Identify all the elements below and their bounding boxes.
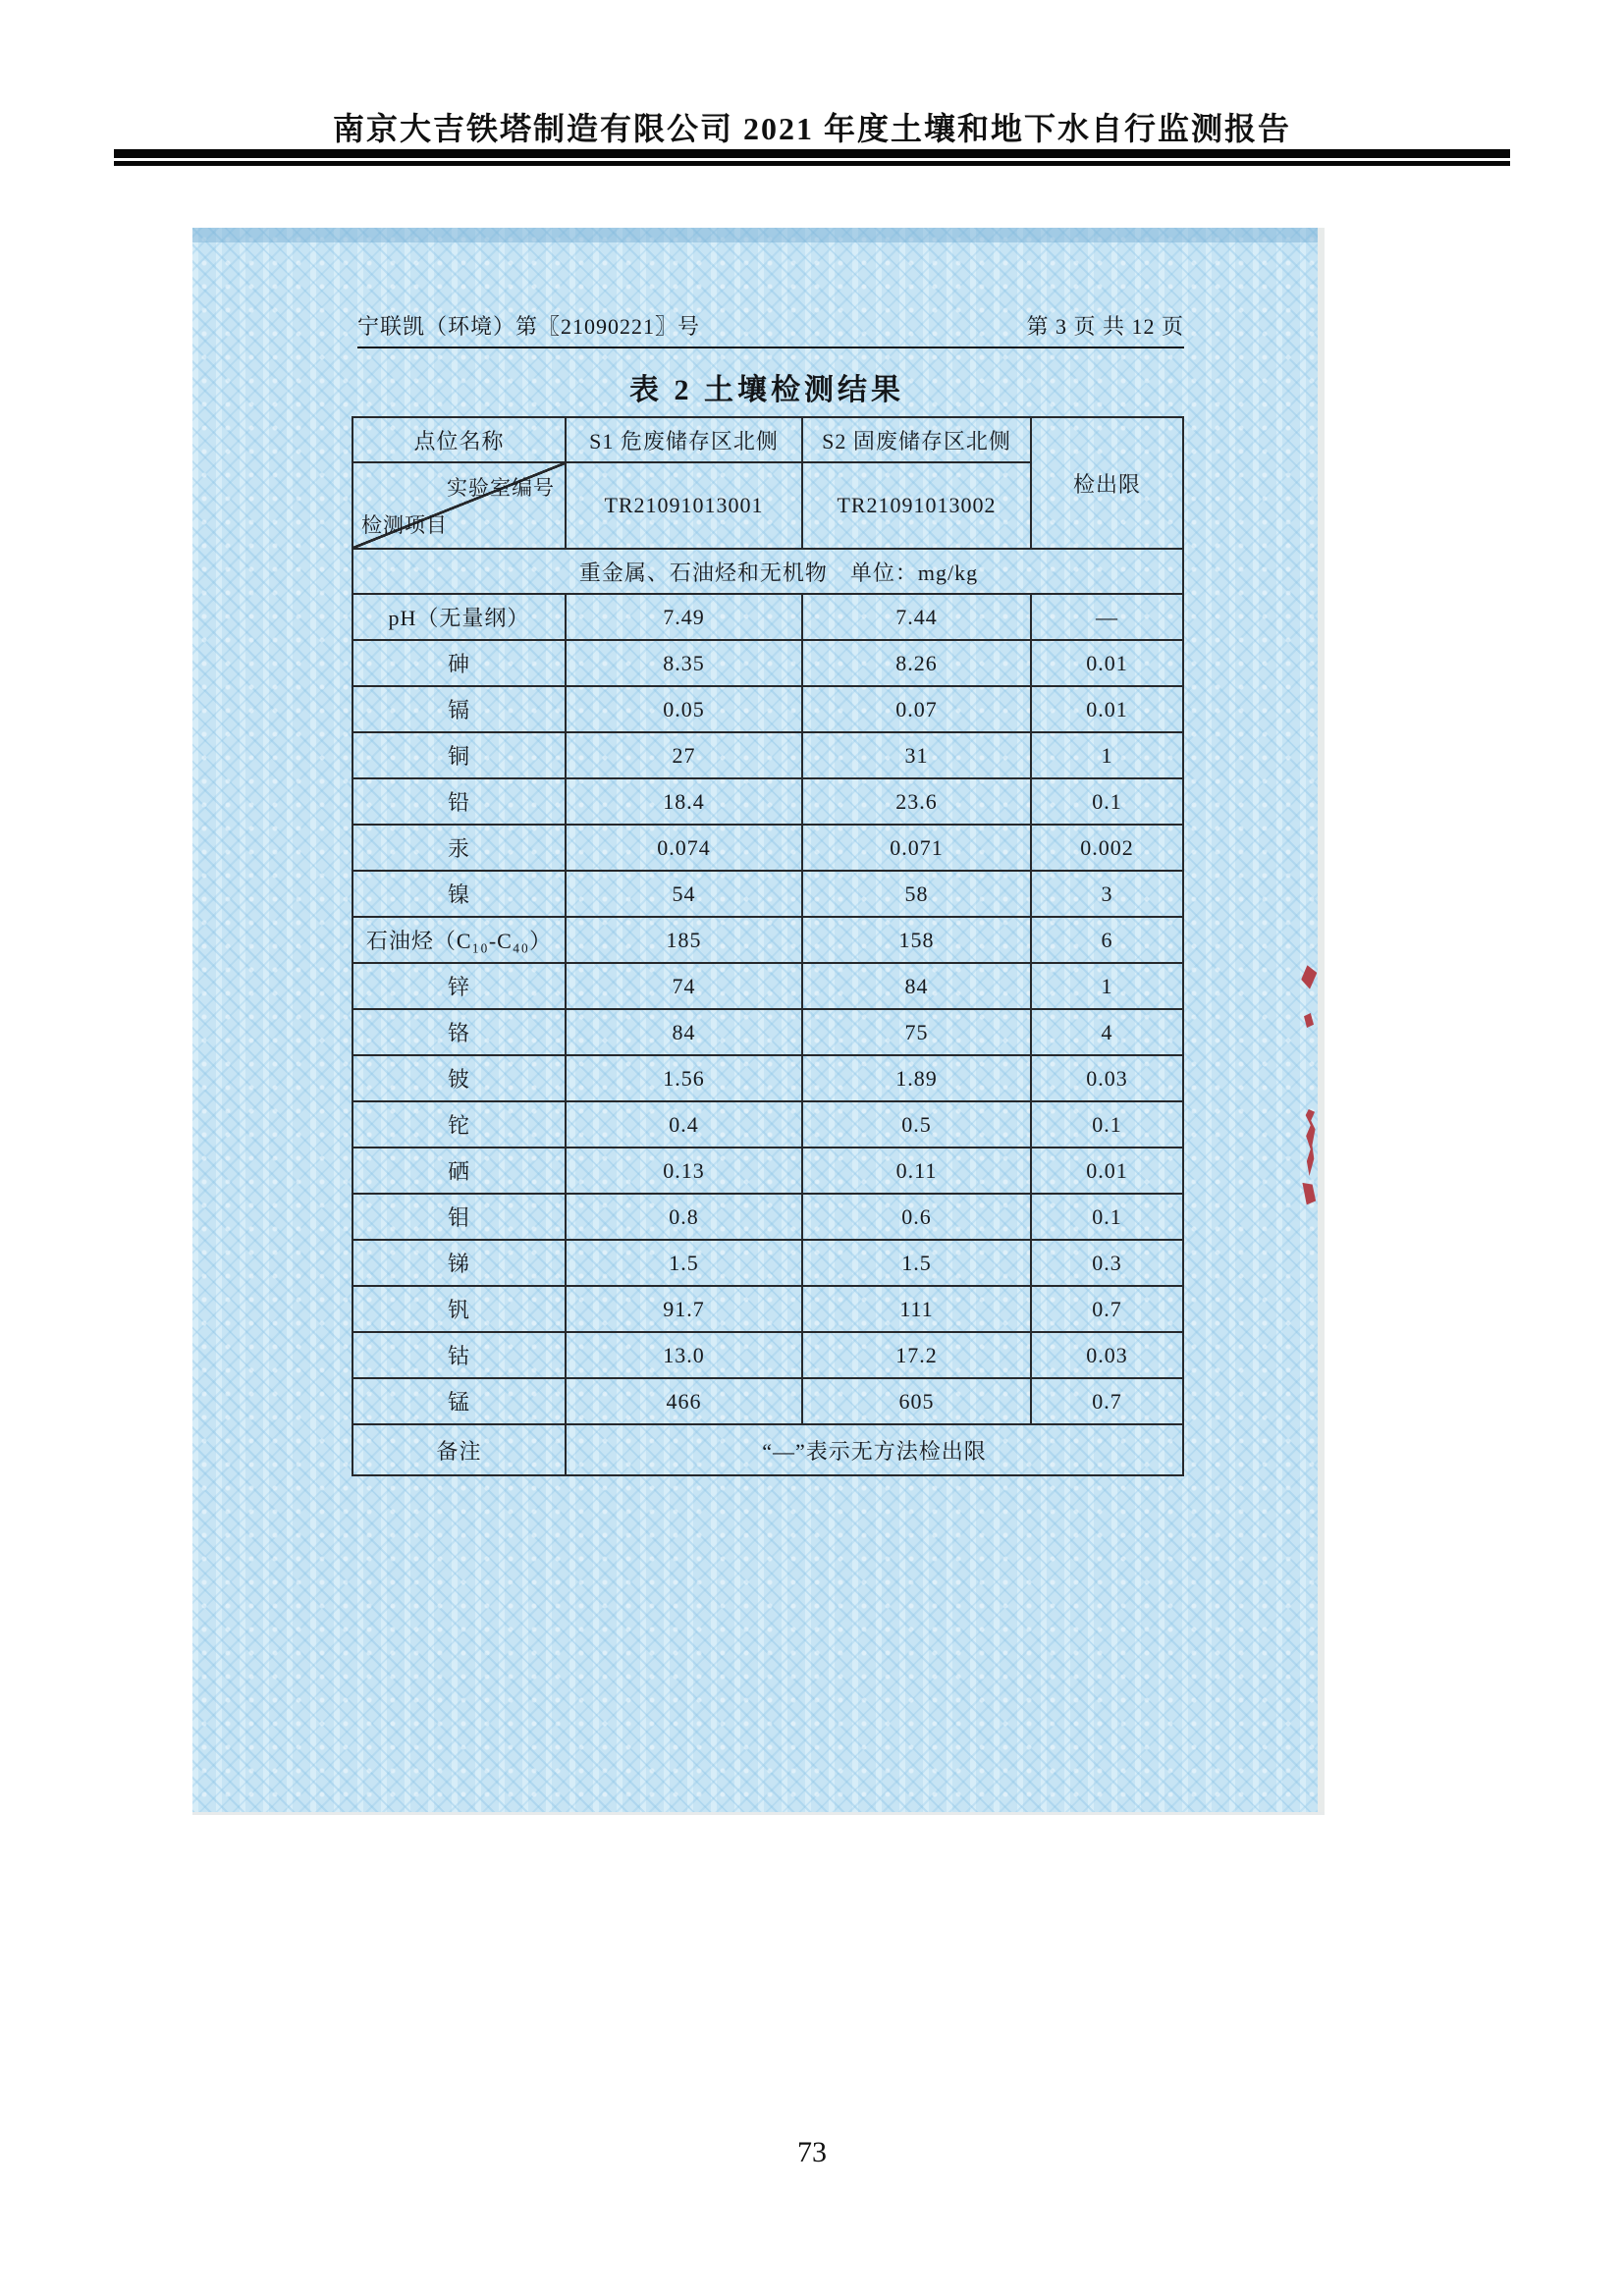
s2-value-cell: 1.89 [802, 1055, 1031, 1101]
table-row [352, 686, 1183, 732]
limit-cell: 0.3 [1031, 1240, 1183, 1286]
item-cell: 石油烃（C₁₀-C₄₀） [352, 917, 566, 963]
s1-value-cell: 91.7 [566, 1286, 802, 1332]
lab-number-label: 实验室编号 [447, 476, 555, 500]
item-cell: 铬 [352, 1009, 566, 1055]
red-stamp-fragment [1304, 1109, 1316, 1176]
s2-value-cell: 0.11 [802, 1148, 1031, 1194]
item-cell: 铅 [352, 778, 566, 825]
s2-value-cell: 0.5 [802, 1101, 1031, 1148]
limit-cell: 0.002 [1031, 825, 1183, 871]
limit-cell: 0.01 [1031, 686, 1183, 732]
s1-value-cell: 0.8 [566, 1194, 802, 1240]
red-stamp-fragment [1304, 1013, 1314, 1028]
header-rule [114, 149, 1510, 166]
scan-edge-shadow [192, 228, 1318, 242]
s2-value-cell: 0.071 [802, 825, 1031, 871]
s1-value-cell: 54 [566, 871, 802, 917]
s1-value-cell: 84 [566, 1009, 802, 1055]
header-rule-thin [114, 161, 1510, 166]
s1-value-cell: 0.13 [566, 1148, 802, 1194]
table-row [352, 917, 1183, 963]
s1-value-cell: 466 [566, 1378, 802, 1424]
table-row [352, 1148, 1183, 1194]
page-indicator: 第 3 页 共 12 页 [1026, 314, 1184, 339]
item-cell: 铍 [352, 1055, 566, 1101]
limit-cell: 0.1 [1031, 1101, 1183, 1148]
s2-value-cell: 84 [802, 963, 1031, 1009]
item-cell: 锌 [352, 963, 566, 1009]
item-cell: pH（无量纲） [352, 594, 566, 640]
table-row [352, 1101, 1183, 1148]
s2-value-cell: 8.26 [802, 640, 1031, 686]
table-header-row [352, 417, 1183, 462]
limit-cell: 0.03 [1031, 1332, 1183, 1378]
limit-cell: 6 [1031, 917, 1183, 963]
s2-value-cell: 23.6 [802, 778, 1031, 825]
s1-value-cell: 74 [566, 963, 802, 1009]
s2-value-cell: 1.5 [802, 1240, 1031, 1286]
s2-code-cell: TR21091013002 [802, 462, 1031, 549]
limit-cell: 0.03 [1031, 1055, 1183, 1101]
table-row [352, 640, 1183, 686]
item-cell: 钼 [352, 1194, 566, 1240]
limit-cell: — [1031, 594, 1183, 640]
s1-value-cell: 18.4 [566, 778, 802, 825]
detection-limit-header: 检出限 [1031, 417, 1183, 549]
limit-cell: 0.1 [1031, 1194, 1183, 1240]
s2-value-cell: 0.07 [802, 686, 1031, 732]
table-row [352, 1286, 1183, 1332]
doc-ref-number: 宁联凯（环境）第〖21090221〗号 [357, 314, 701, 339]
s1-value-cell: 8.35 [566, 640, 802, 686]
s1-value-cell: 0.05 [566, 686, 802, 732]
s1-value-cell: 185 [566, 917, 802, 963]
s2-value-cell: 0.6 [802, 1194, 1031, 1240]
red-stamp-fragment [1301, 1181, 1316, 1204]
item-cell: 锑 [352, 1240, 566, 1286]
item-cell: 铜 [352, 732, 566, 778]
limit-cell: 4 [1031, 1009, 1183, 1055]
limit-cell: 3 [1031, 871, 1183, 917]
table-row [352, 963, 1183, 1009]
item-cell: 锰 [352, 1378, 566, 1424]
limit-cell: 0.1 [1031, 778, 1183, 825]
page-number: 73 [797, 2136, 827, 2168]
remark-row [352, 1424, 1183, 1475]
table-row [352, 594, 1183, 640]
item-cell: 镉 [352, 686, 566, 732]
s2-value-cell: 7.44 [802, 594, 1031, 640]
document-reference-row [357, 310, 1184, 348]
limit-cell: 0.01 [1031, 1148, 1183, 1194]
limit-cell: 0.01 [1031, 640, 1183, 686]
table-row [352, 1378, 1183, 1424]
table-row [352, 1240, 1183, 1286]
table-row [352, 1332, 1183, 1378]
limit-cell: 0.7 [1031, 1286, 1183, 1332]
table-row [352, 732, 1183, 778]
s2-value-cell: 75 [802, 1009, 1031, 1055]
table-row [352, 1194, 1183, 1240]
header-rule-thick [114, 149, 1510, 158]
s2-value-cell: 605 [802, 1378, 1031, 1424]
item-cell: 钴 [352, 1332, 566, 1378]
s1-value-cell: 7.49 [566, 594, 802, 640]
table-row [352, 778, 1183, 825]
item-cell: 镍 [352, 871, 566, 917]
table-row [352, 871, 1183, 917]
table-row [352, 1055, 1183, 1101]
s1-code-cell: TR21091013001 [566, 462, 802, 549]
table-row [352, 1009, 1183, 1055]
limit-cell: 1 [1031, 963, 1183, 1009]
remark-label: 备注 [352, 1424, 566, 1475]
page-title: 南京大吉铁塔制造有限公司 2021 年度土壤和地下水自行监测报告 [332, 111, 1291, 146]
item-cell: 铊 [352, 1101, 566, 1148]
table-row [352, 825, 1183, 871]
limit-cell: 1 [1031, 732, 1183, 778]
item-cell: 汞 [352, 825, 566, 871]
s1-value-cell: 27 [566, 732, 802, 778]
s2-value-cell: 158 [802, 917, 1031, 963]
limit-cell: 0.7 [1031, 1378, 1183, 1424]
s1-value-cell: 0.074 [566, 825, 802, 871]
point-name-header: 点位名称 [352, 417, 566, 462]
section-row [352, 549, 1183, 594]
remark-text: “—”表示无方法检出限 [566, 1424, 1183, 1475]
item-cell: 钒 [352, 1286, 566, 1332]
item-cell: 砷 [352, 640, 566, 686]
s2-value-cell: 31 [802, 732, 1031, 778]
s2-header: S2 固废储存区北侧 [802, 417, 1031, 462]
item-cell: 硒 [352, 1148, 566, 1194]
s2-value-cell: 58 [802, 871, 1031, 917]
red-stamp-fragment [1299, 965, 1318, 990]
s1-header: S1 危废储存区北侧 [566, 417, 802, 462]
test-item-label: 检测项目 [361, 513, 448, 537]
diagonal-header-cell [352, 462, 566, 549]
section-label: 重金属、石油烃和无机物 单位：mg/kg [352, 549, 1183, 594]
table-title: 表 2 土壤检测结果 [629, 374, 904, 406]
s2-value-cell: 17.2 [802, 1332, 1031, 1378]
s1-value-cell: 1.5 [566, 1240, 802, 1286]
s1-value-cell: 1.56 [566, 1055, 802, 1101]
s1-value-cell: 13.0 [566, 1332, 802, 1378]
scanned-document [192, 228, 1325, 1812]
s2-value-cell: 111 [802, 1286, 1031, 1332]
s1-value-cell: 0.4 [566, 1101, 802, 1148]
soil-results-table [352, 416, 1184, 1476]
